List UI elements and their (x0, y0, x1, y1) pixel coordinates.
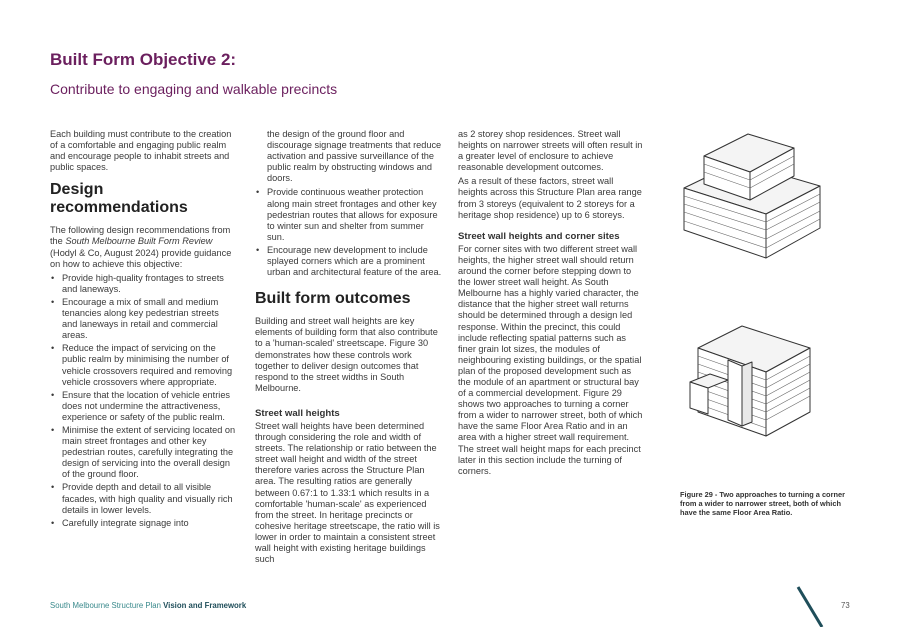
column-2 (255, 129, 443, 568)
list-item: • Ensure that the location of vehicle entries does not undermine the attractiveness, experience or safety of the public realm. (50, 390, 236, 423)
built-form-outcomes-heading: Built form outcomes (255, 290, 411, 308)
page-subtitle: Contribute to engaging and walkable precincts (50, 81, 338, 97)
footer-title (50, 601, 246, 610)
street-wall-heights-heading: Street wall heights (255, 407, 340, 419)
guidance-paragraph (50, 225, 236, 269)
corner-sites-paragraph: For corner sites with two different street wall heights, the higher street wall should return around the corner before stepping down to the lower street wall height. As South Melbourne has a highly varied character, the distance that the higher street wall returns should be determined through a design led response. Within the precinct, this could include reflecting spatial patterns such as finer grain lot sizes, the modules of neighbouring existing buildings, or the spatial plan of the proposed development such as the module of an apartment or structural bay of a commercial development. Figure 29 shows two approaches to turning a corner from a wider to narrower street, both of which have the same Floor Area Ratio and in an area with a higher street wall requirement. The street wall height maps for each precinct later in this section include the turning of corners. (458, 243, 643, 476)
column-3 (458, 129, 644, 480)
design-recommendations-heading: Design recommendations (50, 181, 188, 217)
recommendations-list (50, 273, 236, 529)
recessed-notch (728, 360, 752, 426)
figure-caption: Figure 29 - Two approaches to turning a corner from a wider to narrower street, both of which have the same Floor Area Ratio. (680, 490, 845, 517)
list-item: • Reduce the impact of servicing on the public realm by minimising the number of vehicle crossovers required and removing vehicle crossovers where appropriate. (50, 343, 236, 387)
column-1 (50, 129, 236, 531)
street-wall-paragraph: Street wall heights have been determined through considering the role and width of streets. The relationship or ratio between the street wall height and width of the street therefore varies across the Structure Plan area. The resulting ratios are generally between 0.67:1 to 1.33:1 which results in a comfortable 'human-scale' as experienced from the street. In heritage precincts or cohesive heritage streetscape, the ratio will is lower in order to maintain a consistent street wall height with existing heritage buildings such (255, 420, 440, 565)
street-wall-continuation: as 2 storey shop residences. Street wall heights on narrower streets will often result in a greater level of enclosure to achieve reasonable development outcomes. (458, 129, 643, 173)
page-title: Built Form Objective 2: (50, 50, 237, 69)
guidance-post: (Hodyl & Co, August 2024) provide guidance on how to achieve this objective: (50, 247, 232, 269)
bullet-continuation: the design of the ground floor and discourage signage treatments that reduce activation and passive surveillance of the public realm by obstructing windows and doors. (267, 129, 442, 184)
recommendations-list-continued (255, 187, 443, 278)
decorative-slash (790, 585, 830, 627)
corner-building-diagram-a (676, 130, 824, 262)
page-number: 73 (841, 601, 850, 610)
list-item: • Provide continuous weather protection along main street frontages and other key pedestrian routes that allows for exposure to winter sun and shelter from summer sun. (255, 187, 443, 242)
footer-doc-title: South Melbourne Structure Plan (50, 601, 164, 610)
list-item: • Provide high-quality frontages to streets and laneways. (50, 273, 236, 295)
corner-sites-heading: Street wall heights and corner sites (458, 230, 620, 242)
list-item: • Provide depth and detail to all visible facades, with high quality and visually rich details in lower levels. (50, 482, 236, 515)
footer-doc-section: Vision and Framework (163, 601, 247, 610)
intro-paragraph: Each building must contribute to the creation of a comfortable and engaging public realm and encourage people to inhabit streets and public spaces. (50, 129, 232, 173)
list-item: • Encourage new development to include splayed corners which are a prominent urban and architectural feature of the area. (255, 245, 443, 278)
outcomes-paragraph: Building and street wall heights are key elements of building form that also contribute to a 'human-scaled' streetscape. Figure 30 demonstrates how these controls work together to deliver design outcomes that respond to the street widths in South Melbourne. (255, 316, 438, 393)
list-item: • Minimise the extent of servicing located on main street frontages and other key pedestrian routes, carefully integrating the design of servicing into the overall design of the ground floor. (50, 425, 236, 480)
guidance-source: South Melbourne Built Form Review (65, 236, 213, 247)
guidance-pre: The following design recommendations from the (50, 225, 231, 247)
list-item: • Carefully integrate signage into (50, 518, 236, 529)
list-item: • Encourage a mix of small and medium tenancies along key pedestrian streets and laneways in retail and commercial areas. (50, 297, 236, 341)
corner-building-diagram-b (688, 322, 814, 440)
street-wall-range-paragraph: As a result of these factors, street wall heights across this Structure Plan area range from 3 storeys (equivalent to 2 storeys for a heritage shop residence) up to 6 storeys. (458, 176, 642, 220)
